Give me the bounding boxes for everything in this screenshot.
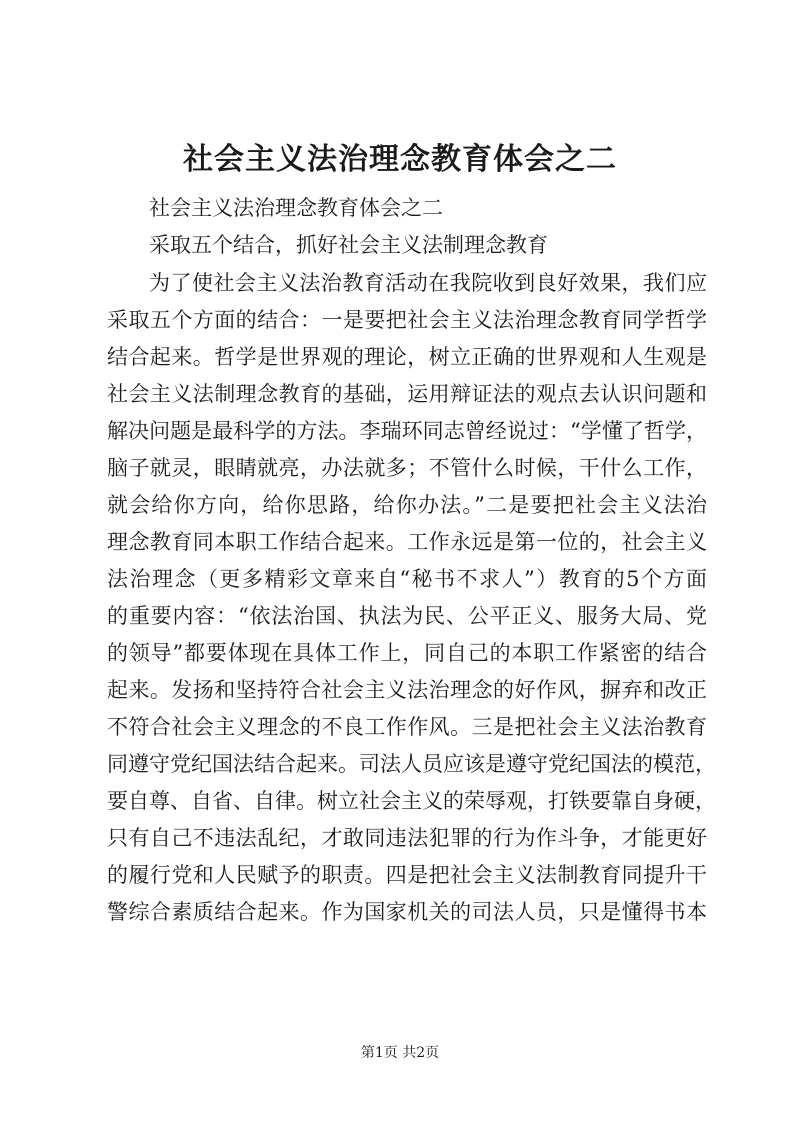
document-subtitle: 社会主义法治理念教育体会之二 [149,196,443,220]
body-line: 的重要内容：“依法治国、执法为民、公平正义、服务大局、党 [107,604,707,628]
body-line: 就会给你方向，给你思路，给你办法。”二是要把社会主义法治 [107,493,707,517]
body-line: 脑子就灵，眼睛就亮，办法就多；不管什么时候，干什么工作， [107,456,707,480]
page-footer: 第1页 共2页 [360,1045,440,1061]
body-line: 的履行党和人民赋予的职责。四是把社会主义法制教育同提升干 [107,863,707,887]
section-heading: 采取五个结合，抓好社会主义法制理念教育 [149,233,548,257]
body-line: 结合起来。哲学是世界观的理论，树立正确的世界观和人生观是 [107,345,707,369]
body-line: 法治理念（更多精彩文章来自“秘书不求人”）教育的5个方面 [107,567,707,591]
body-line: 警综合素质结合起来。作为国家机关的司法人员，只是懂得书本 [107,900,707,924]
body-line: 采取五个方面的结合：一是要把社会主义法治理念教育同学哲学 [107,308,707,332]
document-title: 社会主义法治理念教育体会之二 [183,142,617,177]
body-line: 理念教育同本职工作结合起来。工作永远是第一位的，社会主义 [107,530,707,554]
body-line: 为了使社会主义法治教育活动在我院收到良好效果，我们应 [149,271,707,295]
body-line: 不符合社会主义理念的不良工作作风。三是把社会主义法治教育 [107,715,707,739]
body-line: 要自尊、自省、自律。树立社会主义的荣辱观，打铁要靠自身硬， [107,789,716,813]
body-line: 起来。发扬和坚持符合社会主义法治理念的好作风，摒弃和改正 [107,678,707,702]
body-line: 同遵守党纪国法结合起来。司法人员应该是遵守党纪国法的模范， [107,752,716,776]
body-line: 社会主义法制理念教育的基础，运用辩证法的观点去认识问题和 [107,382,707,406]
body-line: 解决问题是最科学的方法。李瑞环同志曾经说过：“学懂了哲学， [107,419,707,443]
body-line: 的领导”都要体现在具体工作上，同自己的本职工作紧密的结合 [107,641,707,665]
body-line: 只有自己不违法乱纪，才敢同违法犯罪的行为作斗争，才能更好 [107,826,707,850]
